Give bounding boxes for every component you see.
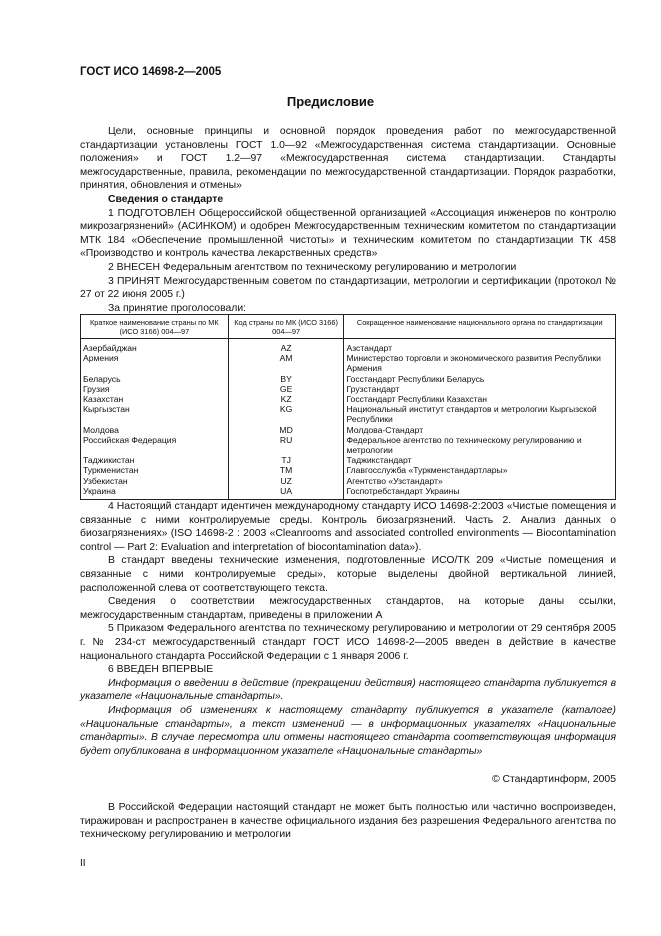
footer-paragraph: В Российской Федерации настоящий стандарт не может быть полностью или частично воспроизведен, тиражирован и распространен в качестве официального издания без разрешения Федерального агентства по техническому регулированию и метрологии [80, 802, 616, 841]
table-cell-body: Агентство «Узстандарт» [344, 476, 616, 486]
table-row [81, 339, 616, 354]
voting-table [80, 314, 616, 500]
page-title: Предисловие [286, 94, 375, 109]
table-cell-code: KG [228, 404, 344, 424]
table-row [81, 394, 616, 404]
table-cell-country: Казахстан [81, 394, 229, 404]
table-cell-country: Армения [81, 353, 229, 373]
table-row [81, 435, 616, 455]
table-cell-country: Таджикистан [81, 455, 229, 465]
table-cell-code: UA [228, 486, 344, 500]
document-header: ГОСТ ИСО 14698-2—2005 [80, 66, 222, 78]
body-paragraph: 4 Настоящий стандарт идентичен международному стандарту ИСО 14698-2:2003 «Чистые помещения и связанные с ними контролируемые среды. Контроль биозагрязнений. Часть 2. Анализ данных о биозагрязнениях» (ISO 14698-2 : 2003 «Cleanrooms and associated controlled environments — Biocontamination control — Part 2: Evaluation and interpretation of biocontamination data»). [80, 501, 616, 553]
table-cell-code: AM [228, 353, 344, 373]
italic-note: Информация об изменениях к настоящему стандарту публикуется в указателе (каталоге) «Национальные стандарты», а текст изменений — в информационных указателях «Национальные стандарты». В случае пересмотра или отмены настоящего стандарта соответствующая информация будет опубликована в информационном указателе «Национальные стандарты» [80, 704, 616, 757]
table-row [81, 404, 616, 424]
intro-section [80, 125, 616, 315]
italic-note: Информация о введении в действие (прекращении действия) настоящего стандарта публикуется в указателе «Национальные стандарты». [80, 677, 616, 703]
table-cell-body: Министерство торговли и экономического развития Республики Армения [344, 353, 616, 373]
table-cell-code: BY [228, 374, 344, 384]
intro-paragraph: 1 ПОДГОТОВЛЕН Общероссийской общественной организацией «Ассоциация инженеров по контролю микрозагрязнений» (АСИНКОМ) и одобрен Межгосударственным техническим комитетом по стандартизации МТК 184 «Обеспечение промышленной чистоты» и техническим комитетом по стандартизации ТК 458 «Производство и контроль качества лекарственных средств» [80, 207, 616, 260]
section-heading: Сведения о стандарте [108, 193, 224, 205]
table-cell-country: Азербайджан [81, 339, 229, 354]
footer-section [80, 801, 616, 842]
intro-paragraph: 2 ВНЕСЕН Федеральным агентством по техническому регулированию и метрологии [108, 261, 517, 273]
table-header-body: Сокращенное наименование национального органа по стандартизации [344, 315, 616, 339]
table-cell-body: Молдова-Стандарт [344, 425, 616, 435]
table-cell-body: Главгосслужба «Туркменстандартлары» [344, 465, 616, 475]
table-cell-body: Таджикстандарт [344, 455, 616, 465]
after-table-section [80, 500, 616, 758]
table-header-country: Краткое наименование страны по МК (ИСО 3166) 004—97 [81, 315, 229, 339]
table-cell-country: Молдова [81, 425, 229, 435]
intro-paragraph: За принятие проголосовали: [108, 302, 247, 314]
table-cell-code: UZ [228, 476, 344, 486]
table-row [81, 476, 616, 486]
table-cell-country: Российская Федерация [81, 435, 229, 455]
table-cell-code: KZ [228, 394, 344, 404]
table-cell-body: Азстандарт [344, 339, 616, 354]
table-cell-body: Грузстандарт [344, 384, 616, 394]
copyright-notice: © Стандартинформ, 2005 [491, 774, 616, 785]
table-cell-body: Госпотребстандарт Украины [344, 486, 616, 500]
table-cell-country: Грузия [81, 384, 229, 394]
table-cell-code: RU [228, 435, 344, 455]
page-number: II [80, 858, 86, 869]
table-cell-country: Кыргызстан [81, 404, 229, 424]
table-header-code: Код страны по МК (ИСО 3166) 004—97 [228, 315, 344, 339]
table-row [81, 384, 616, 394]
table-cell-code: GE [228, 384, 344, 394]
body-paragraph: Сведения о соответствии межгосударственных стандартов, на которые даны ссылки, межгосударственным стандартам, приведены в приложении А [80, 596, 616, 621]
table-cell-code: TJ [228, 455, 344, 465]
table-cell-body: Госстандарт Республики Казахстан [344, 394, 616, 404]
table-cell-code: MD [228, 425, 344, 435]
table-cell-body: Госстандарт Республики Беларусь [344, 374, 616, 384]
body-paragraph: 5 Приказом Федерального агентства по техническому регулированию и метрологии от 29 сентября 2005 г. № 234-ст межгосударственный стандарт ГОСТ ИСО 14698-2—2005 введен в действие в качестве национального стандарта Российской Федерации с 1 января 2006 г. [80, 623, 616, 662]
intro-paragraph: Цели, основные принципы и основной порядок проведения работ по межгосударственной стандартизации установлены ГОСТ 1.0—92 «Межгосударственная система стандартизации. Основные положения» и ГОСТ 1.2—97 «Межгосударственная система стандартизации. Стандарты межгосударственные, правила, рекомендации по межгосударственной стандартизации. Порядок разработки, принятия, обновления и отмены» [80, 126, 616, 192]
table-cell-body: Национальный институт стандартов и метрологии Кыргызской Республики [344, 404, 616, 424]
table-cell-code: AZ [228, 339, 344, 354]
table-cell-body: Федеральное агентство по техническому регулированию и метрологии [344, 435, 616, 455]
table-row [81, 374, 616, 384]
table-row [81, 353, 616, 373]
table-row [81, 425, 616, 435]
table-header-row [81, 315, 616, 339]
table-row [81, 465, 616, 475]
table-cell-code: TM [228, 465, 344, 475]
body-paragraph: В стандарт введены технические изменения, подготовленные ИСО/ТК 209 «Чистые помещения и связанные с ними контролируемые среды», которые выделены двойной вертикальной линией, расположенной слева от соответствующего текста. [80, 555, 616, 594]
table-row [81, 455, 616, 465]
table-cell-country: Украина [81, 486, 229, 500]
body-paragraph: 6 ВВЕДЕН ВПЕРВЫЕ [108, 664, 214, 676]
table-cell-country: Узбекистан [81, 476, 229, 486]
table-cell-country: Беларусь [81, 374, 229, 384]
table-row [81, 486, 616, 500]
intro-paragraph: 3 ПРИНЯТ Межгосударственным советом по стандартизации, метрологии и сертификации (протокол № 27 от 22 июня 2005 г.) [80, 275, 616, 301]
table-cell-country: Туркменистан [81, 465, 229, 475]
